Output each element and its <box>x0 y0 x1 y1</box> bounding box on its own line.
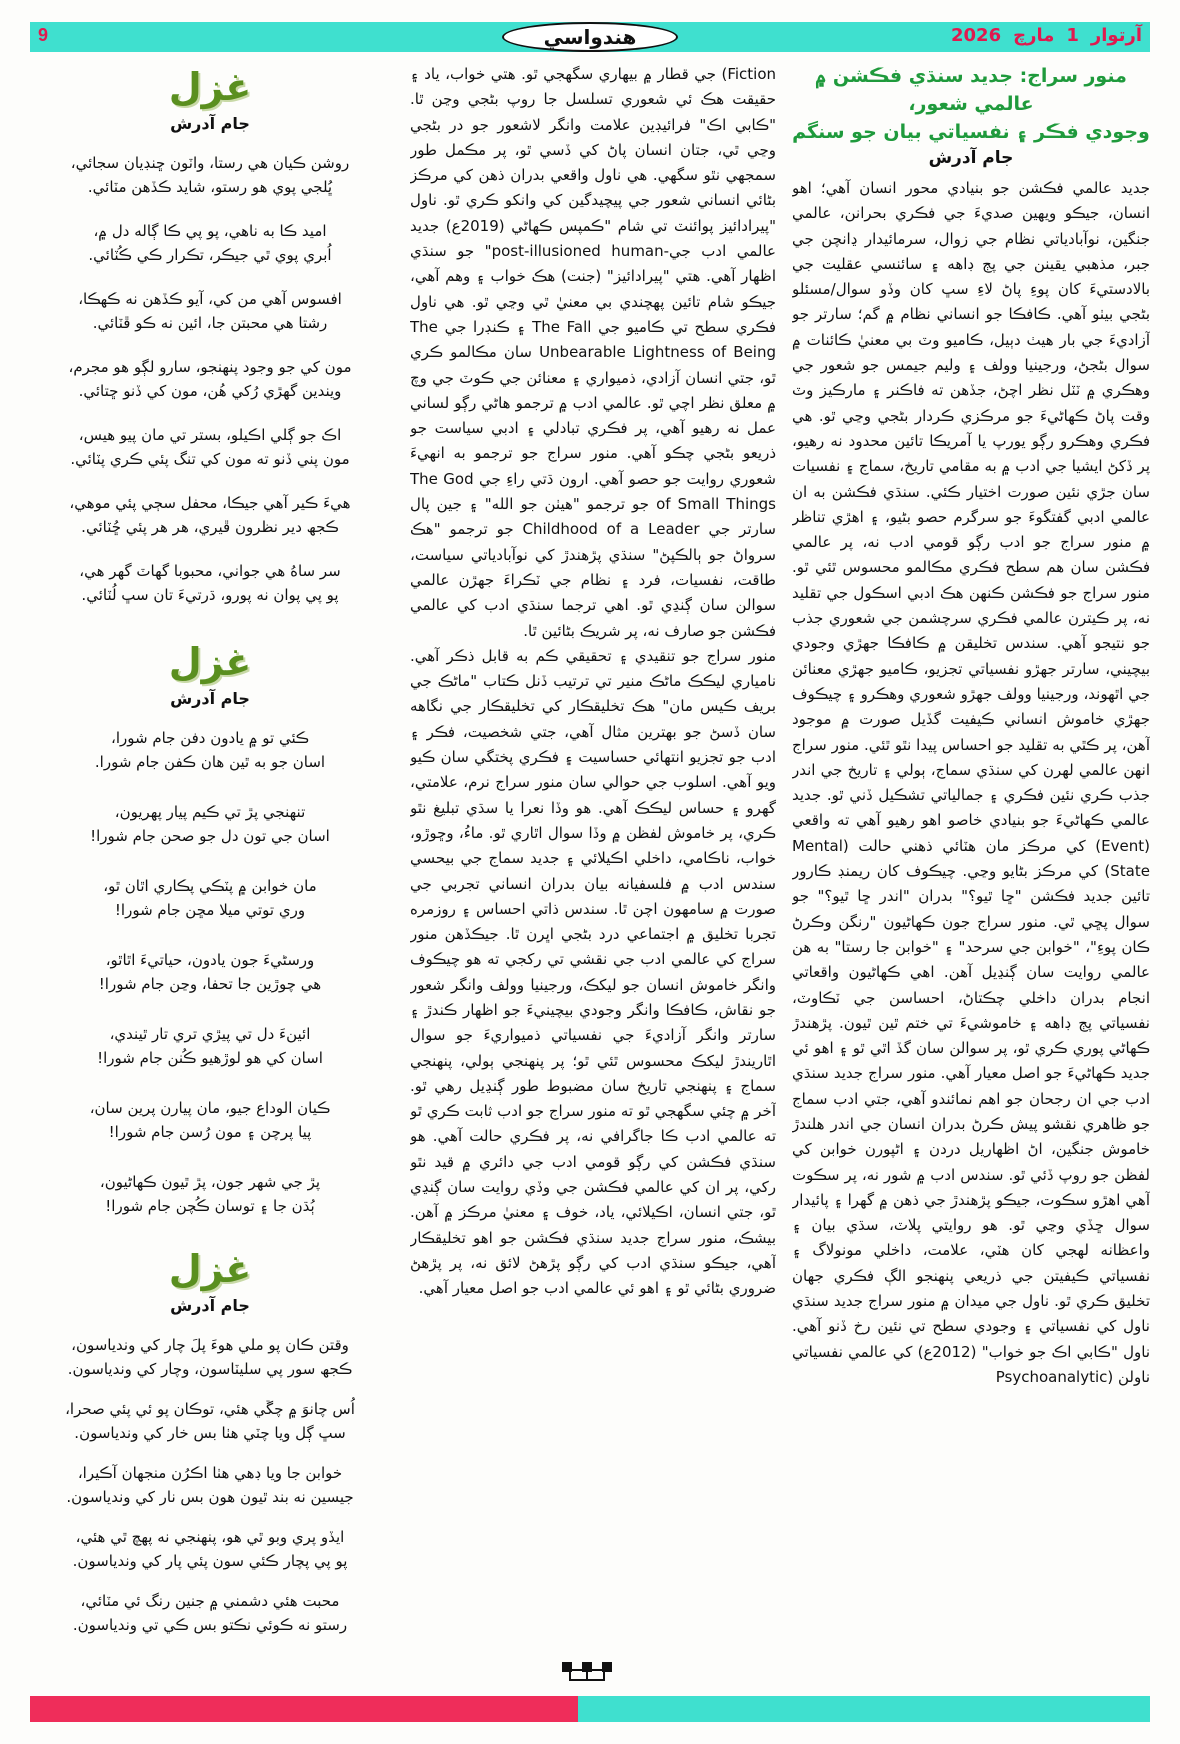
issue-day: آرتوار <box>1090 25 1142 46</box>
poem-title: غزل <box>168 65 252 109</box>
verse-line: ويندين گهڙي رُکي هُن، مون کي ڏنو ڇتائي. <box>78 382 342 400</box>
poem-couplet <box>30 423 390 471</box>
end-ornament-icon <box>560 1658 614 1684</box>
verse-line: ڀُلجي پوي هو رستو، شايد ڪڏهن مٽائي. <box>87 178 333 196</box>
verse-line: وري توتي ميلا مڇن جام شورا! <box>114 901 306 919</box>
verse-line: رشتا هي محبتن جا، ائين نه ڪو ڦٽائي. <box>92 314 328 332</box>
article-title-line-1: منور سراج: جديد سنڌي فڪشن ۾ عالمي شعور، <box>815 65 1127 115</box>
verse-line: اسان کي هو لوڙهيو ڪُنن جام شورا! <box>97 1049 323 1067</box>
verse-line: مون پني ڏنو ته مون کي تنگ پئي ڪري پٽائي. <box>70 450 350 468</box>
poem-couplet <box>30 874 390 922</box>
poem-couplet <box>30 559 390 607</box>
verse-line: ڪيان الوداع جيو، مان پيارن پرين سان، <box>89 1099 331 1117</box>
verse-line: سڀ ڳل ويا چٽي هٺا بس خار کي وندياسون. <box>74 1424 346 1442</box>
verse-line: تنهنجي پڙ تي ڪيم پيار پهريون، <box>114 803 306 821</box>
verse-line: ڪجھ سور پي سليٽاسون، وچار کي وندياسون. <box>67 1360 353 1378</box>
verse-line: پڙ جي شهر جون، پڙ ٿيون ڪهاڻيون، <box>99 1173 321 1191</box>
verse-line: اسان جو به ٿين هان ڪفن جام شورا. <box>94 753 326 771</box>
verse-line: ورسڻيءَ جون يادون، حياتيءَ اٿاٿو، <box>105 951 315 969</box>
issue-date-num: 1 <box>1066 25 1079 46</box>
poem-author: جام آدرش <box>170 1296 250 1315</box>
verse-line: خوابن جا ويا ڊهي هٺا اڪرُن منجهان آڪيرا، <box>77 1464 343 1482</box>
poem-couplet <box>30 1170 390 1218</box>
verse-line: ڪئي تو ۾ يادون دفن جام شورا، <box>110 729 310 747</box>
poem-couplet <box>30 1525 390 1573</box>
poem-ghazal-2 <box>30 637 390 1218</box>
issue-date <box>939 25 1142 46</box>
poem-couplet <box>30 800 390 848</box>
verse-line: جيسين نه بند ٿيون هون بس نار کي وندياسون. <box>66 1488 354 1506</box>
poem-author: جام آدرش <box>170 114 250 133</box>
article-body-col1 <box>792 176 1150 1390</box>
verse-line: هيءَ ڪير آهي جيڪا، محفل سڄي پئي موهي، <box>69 494 351 512</box>
poem-couplet <box>30 355 390 403</box>
verse-line: پيا پرچن ۽ مون رُسن جام شورا! <box>108 1123 312 1141</box>
poem-couplet <box>30 1022 390 1070</box>
verse-line: ٻُڌن جا ۽ توسان ڪُچن جام شورا! <box>105 1197 315 1215</box>
verse-line: اميد ڪا به ناهي، پو پي ڪا ڳاله دل ۾، <box>93 222 327 240</box>
article-title-line-2: وجودي فڪر ۽ نفسياتي بيان جو سنگم <box>792 121 1150 143</box>
poem-couplet <box>30 219 390 267</box>
poems-column <box>30 62 390 1692</box>
poem-couplet <box>30 1096 390 1144</box>
article-column-1 <box>792 62 1150 1692</box>
footer-bar-cyan <box>578 1696 1150 1722</box>
article-paragraph: منور سراج جو تنقيدي ۽ تحقيقي ڪم به قابل ذڪر آهي. نامياري ليڪڪ ماڻڪ منير تي ترتيب ڏنل ڪتاب "ماڻڪ جي بريف ڪيس مان" هڪ تخليقڪار کي تخليقڪار جي نگاهه سان ڏسڻ جو بهترين مثال آهي، جتي شخصيت، فڪر ۽ ادب جو تجزيو انتهائي حساسيت ۽ فڪري پختگي سان ڪيو ويو آهي. اسلوب جي حوالي سان منور سراج نرم، علامتي، گهرو ۽ حساس ليڪڪ آهي. هو وڏا نعرا يا سڌي تبليغ نٿو ڪري، پر خاموش لفظن ۾ وڏا سوال اٿاري ٿو. ماءُ، وڇوڙو، خواب، ناڪامي، داخلي اڪيلائي ۽ جديد سماج جي بيحسي سندس ادب ۾ فلسفيانه بيان بدران انساني تجربي جي صورت ۾ سامهون اچن ٿا. سندس ذاتي احساس ۽ روزمره تجربا تخليق ۾ اجتماعي درد بڻجي اڀرن ٿا. جيڪڏهن منور سراج کي عالمي ادب جي نقشي تي رکجي ته هو چيڪوف وانگر خاموش انسان جو ليکڪ، ورجينيا وولف وانگر شعور جو نقاش، ڪافڪا وانگر وجودي بيچينيءَ جو اظهار ڪندڙ ۽ سارتر وانگر آزاديءَ جي نفسياتي ذميواريءَ جو سوال اٿاريندڙ ليکڪ محسوس ٿئي ٿو؛ پر پنهنجي ٻولي، پنهنجي سماج ۽ پنهنجي تاريخ سان مضبوط طور ڳنڍيل رهي ٿو. آخر ۾ چئي سگهجي ٿو ته منور سراج جو ادب ثابت ڪري ٿو ته عالمي ادب ڪا جاگرافي نه، پر فڪري حالت آهي. هو سنڌي فڪشن کي رڳو قومي ادب جي دائري ۾ قيد نٿو رکي، پر ان کي عالمي فڪشن جي وڏي روايت سان ڳنڍي ٿو، جتي انسان، اڪيلائي، ياد، خوف ۽ معنيٰ مرڪز ۾ آهن. بيشڪ، منور سراج جديد سنڌي فڪشن جو اهو تخليقڪار آهي، جيڪو سنڌي ادب کي رڳو پڙهڻ لائق نه، پر پڙهڻ ضروري بڻائي ٿو ۽ اهو ئي عالمي ادب جو اصل معيار آهي. <box>410 646 776 1298</box>
newspaper-logo-text: هندواسي <box>543 25 637 49</box>
verse-line: اڪ جو ڳلي اڪيلو، بستر تي مان پيو هيس، <box>78 426 342 444</box>
poem-couplet <box>30 491 390 539</box>
verse-line: ڪجھ دير نظرون ڦيري، هر هر پئي ڇُٽائي. <box>81 518 339 536</box>
verse-line: پو پي پوان نه پورو، ڌرتيءَ تان سڀ لُٽائي. <box>81 586 339 604</box>
newspaper-logo <box>502 22 678 52</box>
poem-couplet <box>30 287 390 335</box>
poem-author: جام آدرش <box>170 689 250 708</box>
verse-line: مان خوابن ۾ پٽڪي پڪاري اٿان ٿو، <box>103 877 317 895</box>
footer-bar-red <box>30 1696 578 1722</box>
poem-title: غزل <box>168 640 252 684</box>
verse-line: ائينءَ دل تي پيڙي تري تار ٿيندي، <box>109 1025 311 1043</box>
verse-line: روشن ڪيان هي رستا، واٽون ڇنڊيان سجائي، <box>70 154 350 172</box>
poem-couplet <box>30 151 390 199</box>
poem-couplet <box>30 948 390 996</box>
poem-title: غزل <box>168 1247 252 1291</box>
verse-line: ايڏو پري وبو ٿي هو، پنهنجي نه پهچ ٿي هئي، <box>75 1528 345 1546</box>
poem-ghazal-1 <box>30 62 390 607</box>
issue-month: مارچ <box>1013 25 1055 46</box>
verse-line: رستو نه ڪوئي نڪتو بس ڪي تي وندياسون. <box>72 1616 348 1634</box>
poem-couplet <box>30 1397 390 1445</box>
poem-couplet <box>30 1333 390 1381</box>
page-number: 9 <box>38 25 49 45</box>
issue-year: 2026 <box>951 25 1002 46</box>
article-body-col2 <box>410 62 776 1302</box>
footer-bar <box>30 1696 1150 1722</box>
article-paragraph: جديد عالمي فڪشن جو بنيادي محور انسان آهي؛ اهو انسان، جيڪو ويهين صديءَ جي فڪري بحرانن، عالمي جنگين، نوآبادياتي نظام جي زوال، سرمائيدار ڍانچن جي جبر، مذهبي يقينن جي پڄ ڊاهه ۽ سائنسي عقليت جي بالادستيءَ کان پوءِ پاڻ لاءِ سڀ کان وڏو سوال/مسئلو بڻجي بيٺو آهي. ڪافڪا جو انساني نظام ۾ گم؛ سارتر جو آزاديءَ جي بار هيٺ دٻيل، ڪاميو وٽ بي معنيٰ ڪائنات ۾ سوال بڻجڻ، ورجينيا وولف ۽ وليم جيمس جو شعور جي وهڪري ۾ ٽٽل نظر اچڻ، جڏهن ته فاڪنر ۽ مارڪيز وٽ وقت پاڻ ڪهاڻيءَ جو مرڪزي ڪردار بڻجي وڃي ٿو. هي فڪري وهڪرو رڳو يورپ يا آمريڪا تائين محدود نه رهيو، پر ڏکڻ ايشيا جي ادب ۾ به مقامي تاريخ، سماج ۽ نفسيات سان جڙي نئين صورت اختيار ڪئي. سنڌي فڪشن به ان عالمي ادبي گفتگوءَ جو سرگرم حصو بڻيو، ۽ اهڙي تناظر ۾ منور سراج جو ادب رڳو قومي ادب نه، پر عالمي فڪشن سان هم سطح فڪري مڪالمو محسوس ٿئي ٿو. منور سراج جو فڪشن ڪنهن هڪ ادبي اسڪول جي تقليد نه، پر ڪيترن عالمي فڪري سرچشمن جي شعوري جذب جو نتيجو آهي. سندس تخليقن ۾ ڪافڪا جهڙي وجودي بيچيني، سارتر جهڙو نفسياتي تجزيو، ڪاميو جهڙي معنائن جي اٿهوند، ورجينيا وولف جهڙو شعوري وهڪرو ۽ چيڪوف جهڙي خاموش انساني ڪيفيت گڏيل صورت ۾ موجود آهن، پر ڪٿي به تقليد جو احساس پيدا نٿو ٿئي. منور سراج انهن عالمي لهرن کي سنڌي سماج، ٻولي ۽ تاريخ جي اندر جذب ڪري نئين فڪري ۽ جمالياتي تشڪيل ڏني ٿو. جديد عالمي ڪهاڻيءَ جو بنيادي خاصو اهو رهيو آهي ته واقعي (Event) کي مرڪز مان هٽائي ذهني حالت (Mental State) کي مرڪز بڻايو وڃي. چيڪوف کان ريمنڊ ڪارور تائين جديد فڪشن "ڇا ٿيو؟" بدران "اندر ڇا ٿيو؟" جو سوال پڇي ٿي. منور سراج جون ڪهاڻيون "رنگن وڪرڻ ڪان پوءِ"، "خوابن جي سرحد" ۽ "خوابن جا رستا" به هن عالمي روايت سان ڳنڍيل آهن. اهي ڪهاڻيون واقعاتي انجام بدران داخلي چڪتاڻ، احساسن جي ٽڪاوٽ، نفسياتي پڄ ڊاهه ۽ خاموشيءَ تي ختم ٿين ٿيون. پڙهندڙ ڪهاڻي پوري ڪري ٿو، پر سوالن سان گڏ اٿي ٿو ۽ اهو ئي جديد ڪهاڻيءَ جو اصل معيار آهي. منور سراج جديد سنڌي ادب جي ان رجحان جو اهم نمائندو آهي، جتي ادب سماج جو ظاهري نقشو پيش ڪرڻ بدران انسان جي اندر هلندڙ خاموش جنگين، اڻ اظهاريل دردن ۽ اڻپورن خوابن کي لفظن جو روپ ڏئي ٿو. سندس ادب ۾ شور نه، پر سڪوت آهي اهڙو سڪوت، جيڪو پڙهندڙ جي ذهن ۾ گهرا ۽ پائيدار سوال ڇڏي وڃي ٿو. هو روايتي پلاٽ، سڌي بيان ۽ واعظانه لهجي کان هٽي، علامت، داخلي مونولاگ ۽ نفسياتي ڪيفيتن جي ذريعي پنهنجو الڳ فڪري جهان تخليق ڪري ٿو. ناول جي ميدان ۾ منور سراج جديد سنڌي ناول کي نفسياتي ۽ وجودي سطح تي نئين رخ ڏنو آهي. ناول "ڪابي اڪ جو خواب" (2012ع) کي عالمي نفسياتي ناولن (Psychoanalytic <box>792 179 1150 1386</box>
verse-line: محبت هئي دشمني ۾ جنين رنگ ئي مٽائي، <box>80 1592 340 1610</box>
verse-line: اسان جي تون دل جو صحن جام شورا! <box>90 827 330 845</box>
article-paragraph: Fiction) جي قطار ۾ بيهاري سگهجي ٿو. هتي خواب، ياد ۽ حقيقت هڪ ئي شعوري تسلسل جا روپ بڻجي وڃن ٿا. "ڪابي اڪ" فرائيڊين علامت وانگر لاشعور جو در بڻجي وڃي ٿي، جتان انسان پاڻ کي ڏسي ٿو، پر مڪمل طور سمجهي نٿو سگهي. هي ناول واقعي بدران ذهن کي مرڪز بڻائي انساني شعور جي پيچيدگين کي وانکو ڪري ٿو. ناول "پيرادائيز پوائنٽ تي شام "ڪمپس ڪهاڻي (2019ع) جديد عالمي ادب جي-post-illusioned human" جو سنڌي اظهار آهي. هتي "پيرادائيز" (جنت) هڪ خواب ۽ وهم آهي، جيڪو شام تائين پهچندي بي معنيٰ ٿي وڃي ٿو. هي ناول فڪري سطح تي ڪاميو جي The Fall ۽ ڪنڊرا جي The Unbearable Lightness of Being سان مڪالمو ڪري ٿو، جتي انسان آزادي، ذميواري ۽ معنائن جي ڪوٽ جي وچ ۾ معلق نظر اچي ٿو. عالمي ادب ۾ ترجمو هاڻي رڳو لساني عمل نه رهيو آهي، پر فڪري تبادلي ۽ ادبي سياست جو ذريعو بڻجي چڪو آهي. منور سراج جو ترجمو به انهيءَ شعوري روايت جو حصو آهي. ارون ڌتي راءِ جي The God of Small Things جو ترجمو "هيٺن جو الله" ۽ جين پال سارتر جي Childhood of a Leader جو ترجمو "هڪ سرواڻ جو ٻالڪپڻ" سنڌي پڙهندڙ کي نوآبادياتي سياست، طاقت، نفسيات، فرد ۽ نظام جي ٽڪراءَ جهڙن عالمي سوالن سان ڳنڍي ٿو. اهي ترجما سنڌي ادب کي عالمي فڪشن جو صارف نه، پر شريڪ بڻائين ٿا. <box>410 65 776 640</box>
verse-line: اُبري پوي ٿي جيڪر، تڪرار ڪي ڪُٽائي. <box>88 246 332 264</box>
verse-line: سر ساهُ هي جواني، محبوبا گهاٽ گهر هي، <box>79 562 341 580</box>
poem-ghazal-3 <box>30 1244 390 1637</box>
article-author: جام آدرش <box>928 148 1014 168</box>
poem-couplet <box>30 1589 390 1637</box>
verse-line: وقتن ڪان پو ملي هوءَ پلَ چار کي وندياسون، <box>71 1336 349 1354</box>
verse-line: هي چوڙين جا تحفا، وڃن جام شورا! <box>98 975 322 993</box>
verse-line: مون کي جو وجود پنهنجو، سارو لڳو هو مجرم، <box>68 358 352 376</box>
verse-line: افسوس آهي من کي، آيو ڪڏهن نه ڪهڪا، <box>78 290 342 308</box>
poem-couplet <box>30 1461 390 1509</box>
verse-line: پو پي پچار ڪئي سون پئي پار کي وندياسون. <box>72 1552 348 1570</box>
article-column-2 <box>410 62 776 1652</box>
verse-line: اُس چانوَ ۾ چڱي هئي، توڪان پو ئي پئي صحرا، <box>65 1400 355 1418</box>
poem-couplet <box>30 726 390 774</box>
